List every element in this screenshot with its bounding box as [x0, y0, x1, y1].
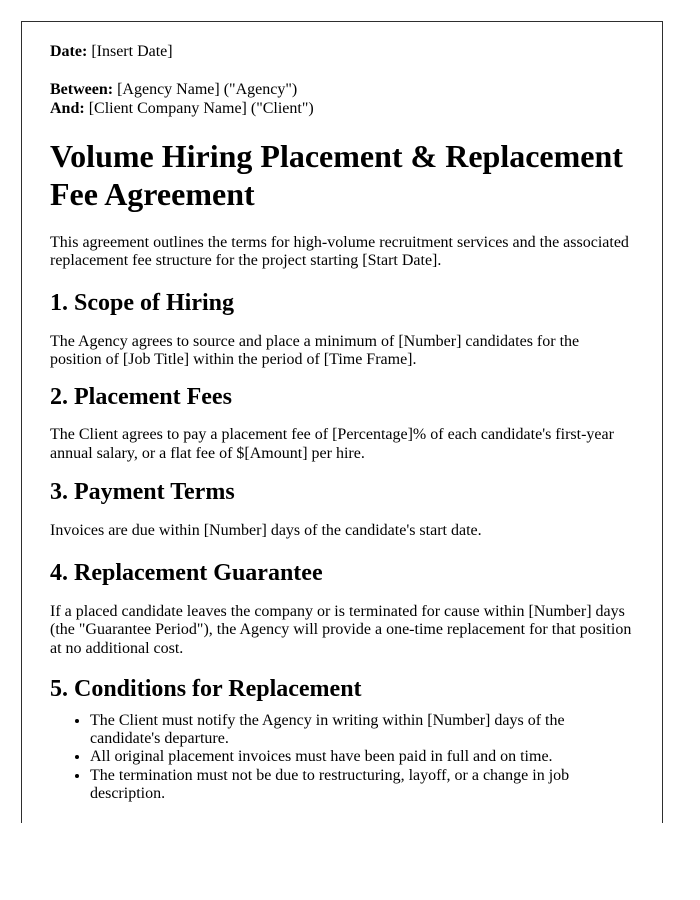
and-value: [Client Company Name] ("Client")	[88, 99, 314, 117]
date-line	[50, 43, 634, 61]
section-4-body: If a placed candidate leaves the company or is terminated for cause within [Number] days (the "Guarantee Period"), the Agency will provide a one-time replacement for that position at no additional cost.	[50, 602, 632, 657]
section-2-body: The Client agrees to pay a placement fee of [Percentage]% of each candidate's first-year annual salary, or a flat fee of $[Amount] per hire.	[50, 426, 614, 462]
condition-item-1: • The Client must notify the Agency in writing within [Number] days of the candidate's departure.	[90, 712, 634, 749]
section-1-body: The Agency agrees to source and place a minimum of [Number] candidates for the position of [Job Title] within the period of [Time Frame].	[50, 333, 580, 369]
between-label: Between:	[50, 81, 114, 99]
document-title: Volume Hiring Placement & Replacement Fee Agreement	[50, 138, 623, 212]
section-3-body: Invoices are due within [Number] days of the candidate's start date.	[50, 521, 482, 539]
condition-item-3: • The termination must not be due to restructuring, layoff, or a change in job description.	[90, 767, 634, 804]
between-value: [Agency Name] ("Agency")	[117, 81, 298, 99]
condition-item-2: • All original placement invoices must have been paid in full and on time.	[90, 748, 634, 766]
and-line	[50, 100, 314, 117]
between-line	[50, 81, 297, 98]
intro-paragraph: This agreement outlines the terms for high-volume recruitment services and the associated replacement fee structure for the project starting [Start Date].	[50, 233, 629, 270]
section-2-heading: 2. Placement Fees	[50, 383, 232, 410]
and-label: And:	[50, 99, 85, 117]
section-5-heading: 5. Conditions for Replacement	[50, 675, 362, 702]
section-3-heading: 3. Payment Terms	[50, 479, 235, 506]
date-label: Date:	[50, 43, 88, 60]
section-1-heading: 1. Scope of Hiring	[50, 290, 234, 317]
parties-line	[50, 81, 634, 118]
date-value: [Insert Date]	[91, 43, 173, 60]
section-4-heading: 4. Replacement Guarantee	[50, 560, 323, 587]
agreement-page	[21, 21, 663, 823]
conditions-list	[50, 712, 634, 804]
